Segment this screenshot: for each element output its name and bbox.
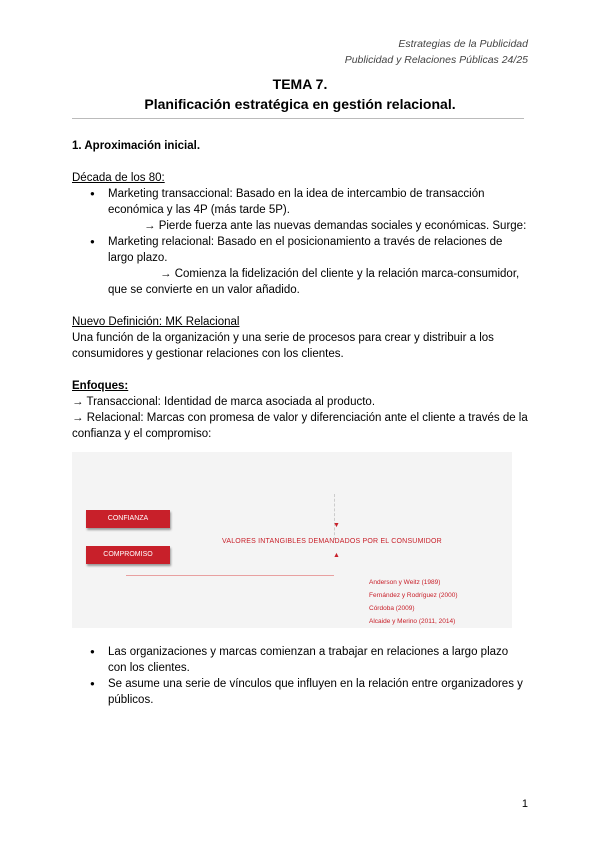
arrow-down-icon: ▼ bbox=[333, 522, 340, 529]
decada-label: Década de los 80: bbox=[72, 172, 165, 184]
arrow-up-icon: ▲ bbox=[333, 552, 340, 559]
title-divider bbox=[72, 118, 524, 119]
definition-text: Una función de la organización y una serie de procesos para crear y distribuir a los consumidores y gestionar relaciones con los clientes. bbox=[72, 332, 494, 360]
list-item bbox=[108, 186, 528, 218]
title-topic: TEMA 7. bbox=[272, 76, 328, 92]
bullet-subnote: → Comienza la fidelización del cliente y la relación marca-consumidor, que se convierte en un valor añadido. bbox=[108, 268, 520, 296]
page-number: 1 bbox=[521, 798, 528, 810]
list-item: ● Las organizaciones y marcas comienzan a trabajar en relaciones a largo plazo con los clientes. bbox=[108, 644, 528, 676]
bullet-subnote: → Pierde fuerza ante las nuevas demandas sociales y económicas. Surge: bbox=[144, 220, 527, 232]
reference-item: Fernández y Rodríguez (2000) bbox=[369, 592, 458, 599]
decada-list bbox=[72, 186, 528, 218]
header-course: Estrategias de la Publicidad bbox=[398, 38, 528, 50]
enfoques-label: Enfoques: bbox=[72, 380, 129, 392]
figure-divider-line bbox=[126, 575, 334, 576]
bullet-text: Marketing transaccional: Basado en la idea de intercambio de transacción económica y las 4P (más tarde 5P). bbox=[108, 188, 485, 216]
enfoque-relacional: → Relacional: Marcas con promesa de valor y diferenciación ante el cliente a través de la confianza y el compromiso: bbox=[72, 412, 528, 440]
definition-label: Nuevo Definición: MK Relacional bbox=[72, 316, 240, 328]
title-subject: Planificación estratégica en gestión relacional. bbox=[144, 96, 456, 112]
enfoque-transaccional: → Transaccional: Identidad de marca asociada al producto. bbox=[72, 396, 376, 408]
reference-item: Córdoba (2009) bbox=[369, 605, 415, 612]
compromiso-label: COMPROMISO bbox=[86, 546, 170, 564]
values-caption: VALORES INTANGIBLES DEMANDADOS POR EL CONSUMIDOR bbox=[222, 538, 442, 545]
list-item: ● Se asume una serie de vínculos que influyen en la relación entre organizadores y públicos. bbox=[108, 676, 528, 708]
bullet-text: Marketing relacional: Basado en el posicionamiento a través de relaciones de largo plazo. bbox=[108, 236, 503, 264]
section-heading: 1. Aproximación inicial. bbox=[72, 140, 201, 152]
header-degree: Publicidad y Relaciones Públicas 24/25 bbox=[344, 54, 528, 66]
relational-values-figure bbox=[72, 452, 512, 628]
page-title bbox=[0, 74, 600, 114]
main-content bbox=[72, 132, 528, 708]
references-list bbox=[369, 576, 458, 628]
reference-item: Alcaide y Merino (2011, 2014) bbox=[369, 618, 456, 625]
reference-item: Anderson y Weitz (1989) bbox=[369, 579, 441, 586]
page-header bbox=[345, 36, 528, 68]
conclusion-list bbox=[72, 644, 528, 708]
confianza-label: CONFIANZA bbox=[86, 510, 170, 528]
list-item bbox=[108, 234, 528, 266]
